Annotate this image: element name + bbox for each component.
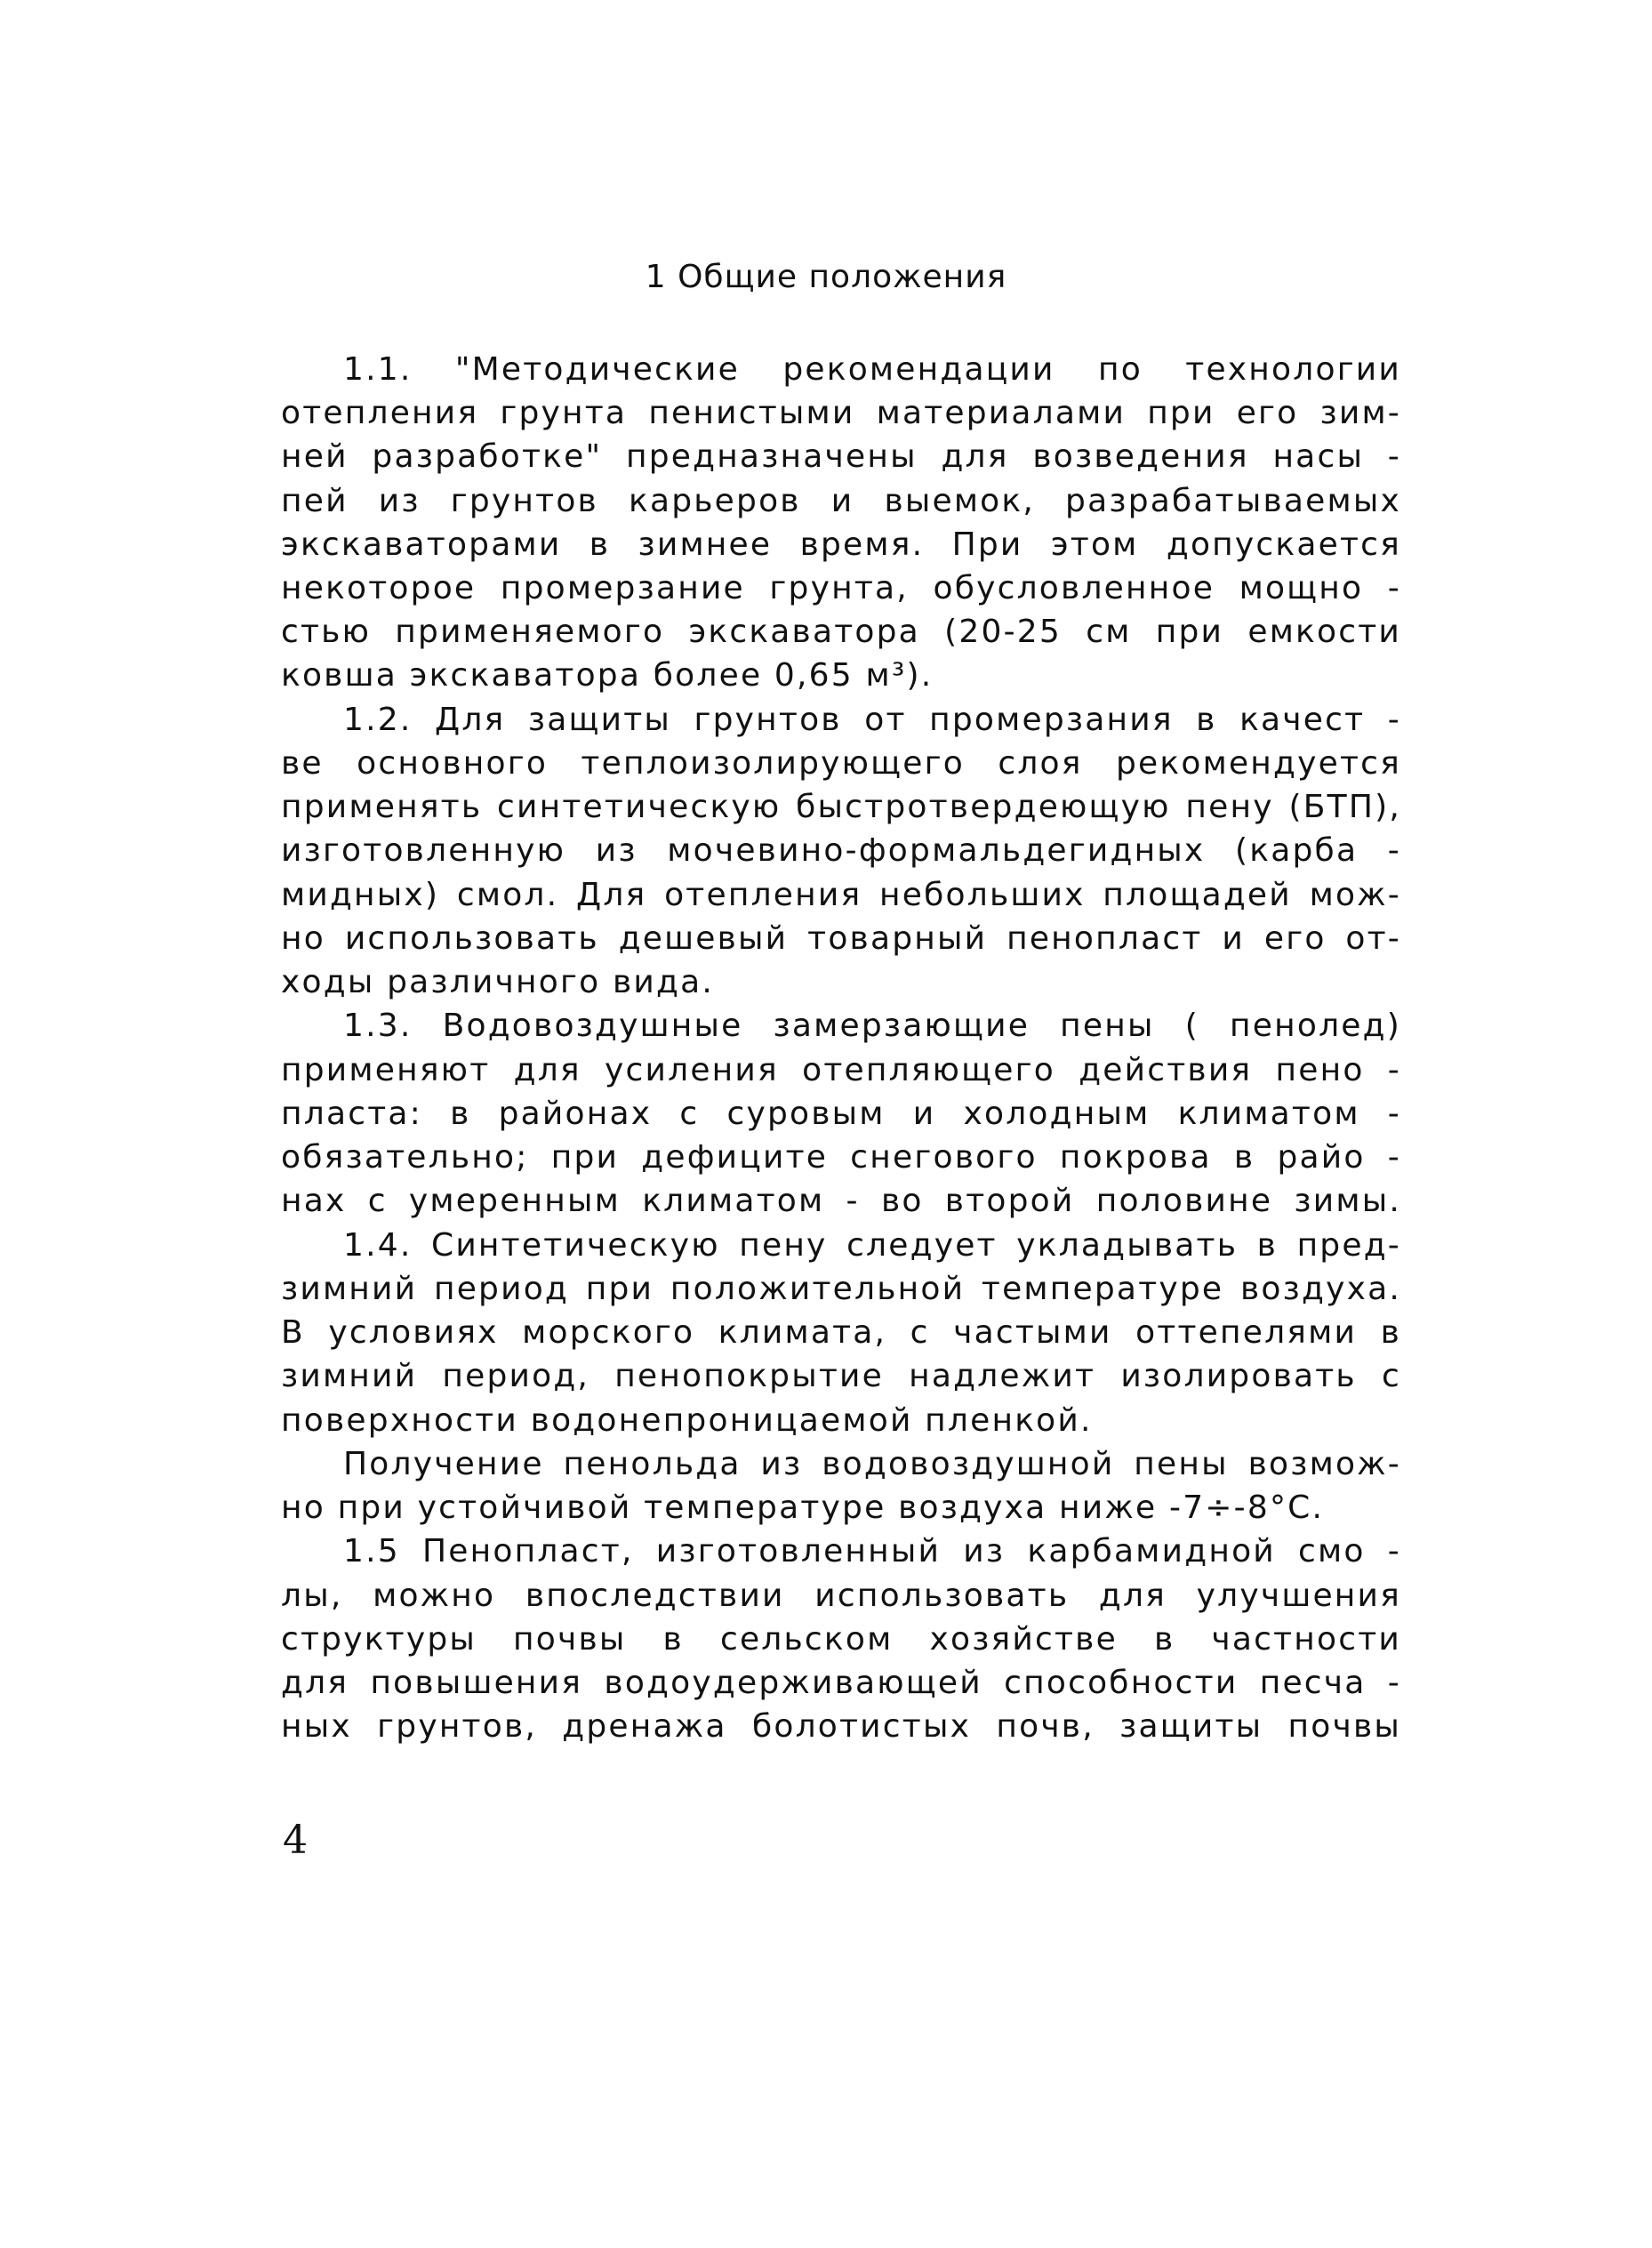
paragraph-1-1-line: некоторое промерзание грунта, обусловленное мощно - bbox=[281, 570, 1401, 606]
paragraph-1-2-line: ве основного теплоизолирующего слоя рекомендуется bbox=[281, 745, 1401, 782]
paragraph-1-4-line: В условиях морского климата, с частыми оттепелями в bbox=[281, 1314, 1401, 1351]
paragraph-1-3-line: нах с умеренным климатом - во второй половине зимы. bbox=[281, 1183, 1401, 1219]
paragraph-1-4-line: зимний период, пенопокрытие надлежит изолировать с bbox=[281, 1358, 1401, 1394]
paragraph-1-2-line: 1.2. Для защиты грунтов от промерзания в качест - bbox=[343, 702, 1401, 738]
paragraph-penoled-line: но при устойчивой температуре воздуха ниже -7÷-8°С. bbox=[281, 1489, 1325, 1526]
paragraph-1-2-line: но использовать дешевый товарный пенопласт и его от- bbox=[281, 920, 1401, 957]
paragraph-1-1-line: 1.1. "Методические рекомендации по технологии bbox=[343, 351, 1401, 388]
paragraph-1-4-line: поверхности водонепроницаемой пленкой. bbox=[281, 1402, 1093, 1439]
paragraph-1-1-line: ней разработке" предназначены для возведения насы - bbox=[281, 438, 1401, 475]
paragraph-1-4-line: зимний период при положительной температуре воздуха. bbox=[281, 1271, 1401, 1307]
paragraph-1-2-line: применять синтетическую быстротвердеющую пену (БТП), bbox=[281, 789, 1401, 825]
paragraph-1-5-line: структуры почвы в сельском хозяйстве в частности bbox=[281, 1621, 1401, 1658]
section-heading: 1 Общие положения bbox=[645, 259, 1007, 295]
paragraph-1-5-line: 1.5 Пенопласт, изготовленный из карбамидной смо - bbox=[343, 1533, 1401, 1570]
paragraph-1-3-line: применяют для усиления отепляющего действия пено - bbox=[281, 1052, 1401, 1088]
paragraph-1-2-line: изготовленную из мочевино-формальдегидных (карба - bbox=[281, 832, 1401, 869]
paragraph-1-5-line: для повышения водоудерживающей способности песча - bbox=[281, 1665, 1401, 1701]
paragraph-1-3-line: обязательно; при дефиците снегового покрова в райо - bbox=[281, 1139, 1401, 1176]
paragraph-1-2-line: ходы различного вида. bbox=[281, 964, 714, 1000]
paragraph-1-1-line: отепления грунта пенистыми материалами при его зим- bbox=[281, 395, 1401, 431]
paragraph-1-1-line: стью применяемого экскаватора (20-25 см при емкости bbox=[281, 614, 1401, 650]
paragraph-1-3-line: 1.3. Водовоздушные замерзающие пены ( пенолед) bbox=[343, 1008, 1401, 1044]
paragraph-1-5-line: ных грунтов, дренажа болотистых почв, защиты почвы bbox=[281, 1708, 1401, 1745]
paragraph-1-2-line: мидных) смол. Для отепления небольших площадей мож- bbox=[281, 877, 1401, 913]
paragraph-1-1-line: экскаваторами в зимнее время. При этом допускается bbox=[281, 526, 1401, 563]
paragraph-1-1-line: ковша экскаватора более 0,65 м³). bbox=[281, 657, 934, 694]
paragraph-1-5-line: лы, можно впоследствии использовать для улучшения bbox=[281, 1578, 1401, 1614]
paragraph-1-1-line: пей из грунтов карьеров и выемок, разрабатываемых bbox=[281, 483, 1401, 519]
page-number: 4 bbox=[283, 1818, 308, 1863]
paragraph-penoled-line: Получение пенольда из водовоздушной пены возмож- bbox=[343, 1446, 1401, 1482]
paragraph-1-4-line: 1.4. Синтетическую пену следует укладывать в пред- bbox=[343, 1227, 1401, 1264]
paragraph-1-3-line: пласта: в районах с суровым и холодным климатом - bbox=[281, 1096, 1401, 1132]
